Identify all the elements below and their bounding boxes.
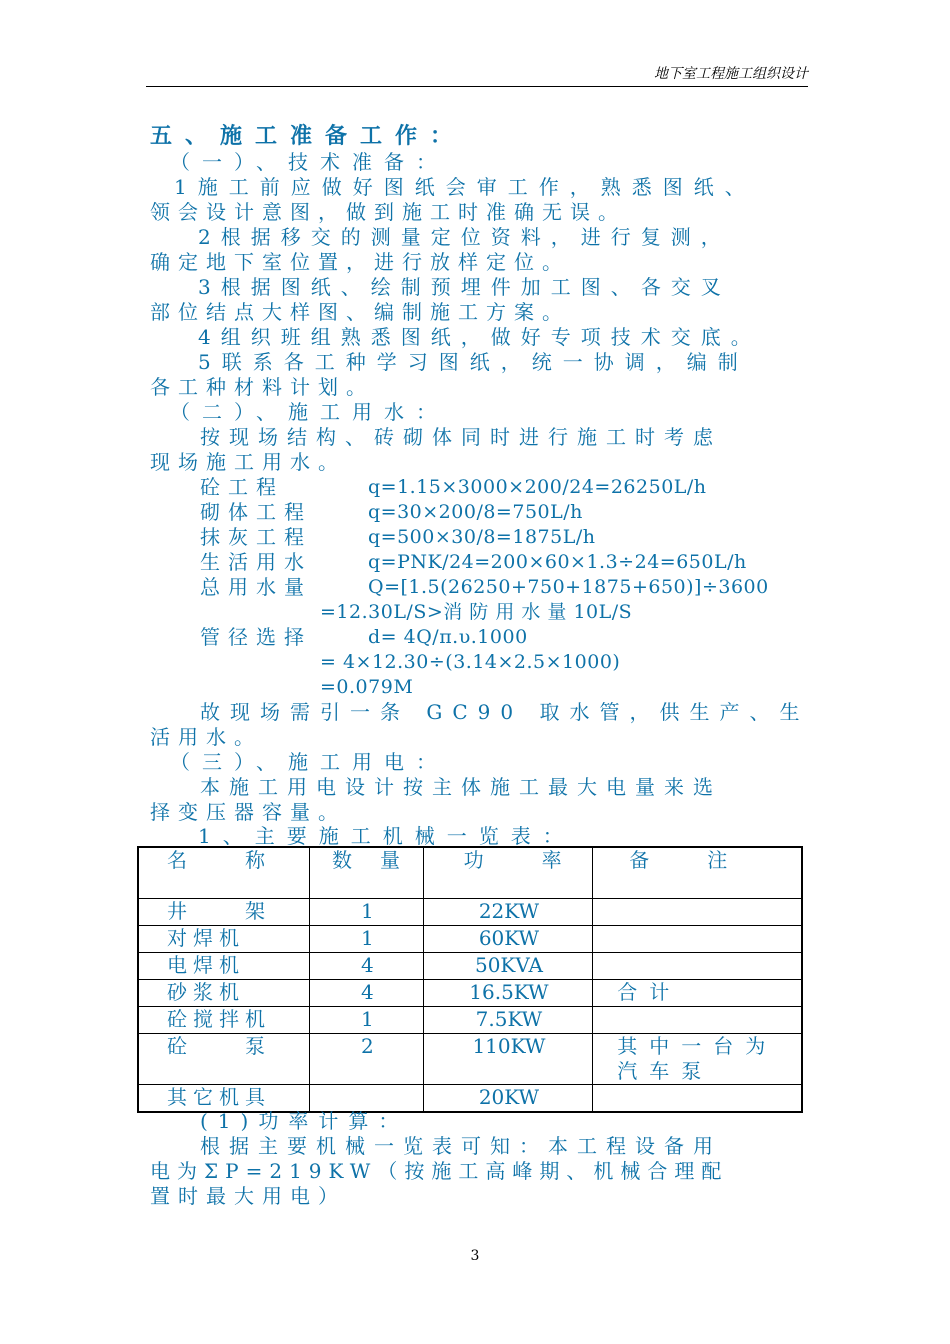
cell-qty: 1 — [309, 899, 423, 926]
water-row-masonry-value: q=30×200/8=750L/h — [368, 501, 583, 523]
water-row-plaster-value: q=500×30/8=1875L/h — [368, 526, 596, 548]
tech-item-2-line-2: 确定地下室位置，进行放样定位。 — [150, 250, 570, 274]
power-calc-line-3: 置时最大用电） — [150, 1184, 346, 1208]
cell-name: 砼 泵 — [138, 1034, 309, 1085]
tech-item-3-line-2: 部位结点大样图、编制施工方案。 — [150, 300, 570, 324]
water-row-masonry-label: 砌体工程 — [200, 500, 312, 524]
cell-name: 砼搅拌机 — [138, 1007, 309, 1034]
header-power: 功 率 — [423, 847, 593, 899]
water-conclusion-line-2: 活用水。 — [150, 725, 262, 749]
table-row — [138, 1007, 802, 1034]
cell-power: 16.5KW — [423, 980, 593, 1007]
water-row-total-value: Q=[1.5(26250+750+1875+650)]÷3600 — [368, 576, 769, 598]
cell-name: 对焊机 — [138, 926, 309, 953]
water-row-domestic-value: q=PNK/24=200×60×1.3÷24=650L/h — [368, 551, 747, 573]
water-conclusion-line-1: 故现场需引一条 GC90 取水管，供生产、生 — [200, 700, 810, 724]
cell-note — [593, 1007, 802, 1034]
pipe-calculation: = 4×12.30÷(3.14×2.5×1000) — [320, 651, 621, 673]
tech-item-5-line-2: 各工种材料计划。 — [150, 375, 374, 399]
water-row-domestic-label: 生活用水 — [200, 550, 312, 574]
cell-note: 合计 — [593, 980, 802, 1007]
power-intro-line-2: 择变压器容量。 — [150, 800, 346, 824]
equipment-table-title: 1、主要施工机械一览表： — [198, 824, 575, 848]
cell-qty — [309, 1085, 423, 1113]
tech-prep-title: （一）、技术准备： — [170, 150, 448, 174]
cell-note — [593, 899, 802, 926]
table-header-row — [138, 847, 802, 899]
cell-note — [593, 926, 802, 953]
cell-qty: 4 — [309, 953, 423, 980]
cell-power: 110KW — [423, 1034, 593, 1085]
cell-qty: 1 — [309, 1007, 423, 1034]
table-row — [138, 899, 802, 926]
cell-name: 电焊机 — [138, 953, 309, 980]
cell-note — [593, 1085, 802, 1113]
cell-power: 60KW — [423, 926, 593, 953]
tech-item-3-line-1: 3根据图纸、绘制预埋件加工图、各交叉 — [198, 275, 731, 299]
cell-qty: 1 — [309, 926, 423, 953]
power-title: （三）、施工用电： — [170, 750, 448, 774]
cell-name: 其它机具 — [138, 1085, 309, 1113]
cell-power: 7.5KW — [423, 1007, 593, 1034]
section-title: 五、施工准备工作： — [150, 123, 466, 149]
header-note: 备 注 — [593, 847, 802, 899]
water-intro-line-1: 按现场结构、砖砌体同时进行施工时考虑 — [200, 425, 722, 449]
cell-power: 50KVA — [423, 953, 593, 980]
tech-item-5-line-1: 5联系各工种学习图纸，统一协调，编制 — [198, 350, 749, 374]
cell-note — [593, 953, 802, 980]
tech-item-1-line-1: 1施工前应做好图纸会审工作，熟悉图纸、 — [174, 175, 756, 199]
cell-power: 22KW — [423, 899, 593, 926]
page-number: 3 — [470, 1248, 480, 1264]
cell-power: 20KW — [423, 1085, 593, 1113]
table-row — [138, 1034, 802, 1085]
water-title: （二）、施工用水： — [170, 400, 448, 424]
tech-item-2-line-1: 2根据移交的测量定位资料，进行复测， — [198, 225, 731, 249]
water-row-total-label: 总用水量 — [200, 575, 312, 599]
equipment-table — [137, 846, 803, 1113]
cell-name: 井 架 — [138, 899, 309, 926]
tech-item-4: 4组织班组熟悉图纸，做好专项技术交底。 — [198, 325, 761, 349]
power-calc-title: (1)功率计算： — [200, 1109, 409, 1133]
power-calc-line-1: 根据主要机械一览表可知：本工程设备用 — [200, 1134, 722, 1158]
table-row — [138, 926, 802, 953]
water-row-plaster-label: 抹灰工程 — [200, 525, 312, 549]
cell-qty: 2 — [309, 1034, 423, 1085]
pipe-result: =0.079M — [320, 676, 414, 698]
table-row — [138, 953, 802, 980]
water-row-concrete-value: q=1.15×3000×200/24=26250L/h — [368, 476, 707, 498]
header-name: 名 称 — [138, 847, 309, 899]
water-total-continuation: =12.30L/S>消 防 用 水 量 10L/S — [320, 601, 633, 623]
table-row — [138, 980, 802, 1007]
cell-note: 其中一台为汽车泵 — [593, 1034, 802, 1085]
page-header: 地下室工程施工组织设计 — [146, 64, 808, 87]
water-row-concrete-label: 砼工程 — [200, 475, 284, 499]
table-row — [138, 1085, 802, 1113]
power-intro-line-1: 本施工用电设计按主体施工最大电量来选 — [200, 775, 722, 799]
pipe-formula: d= 4Q/π.υ.1000 — [368, 626, 528, 648]
water-intro-line-2: 现场施工用水。 — [150, 450, 346, 474]
pipe-label: 管径选择 — [200, 625, 312, 649]
cell-name: 砂浆机 — [138, 980, 309, 1007]
power-calc-line-2: 电为ΣP=219KW（按施工高峰期、机械合理配 — [150, 1159, 729, 1183]
cell-qty: 4 — [309, 980, 423, 1007]
header-qty: 数 量 — [309, 847, 423, 899]
tech-item-1-line-2: 领会设计意图，做到施工时准确无误。 — [150, 200, 626, 224]
